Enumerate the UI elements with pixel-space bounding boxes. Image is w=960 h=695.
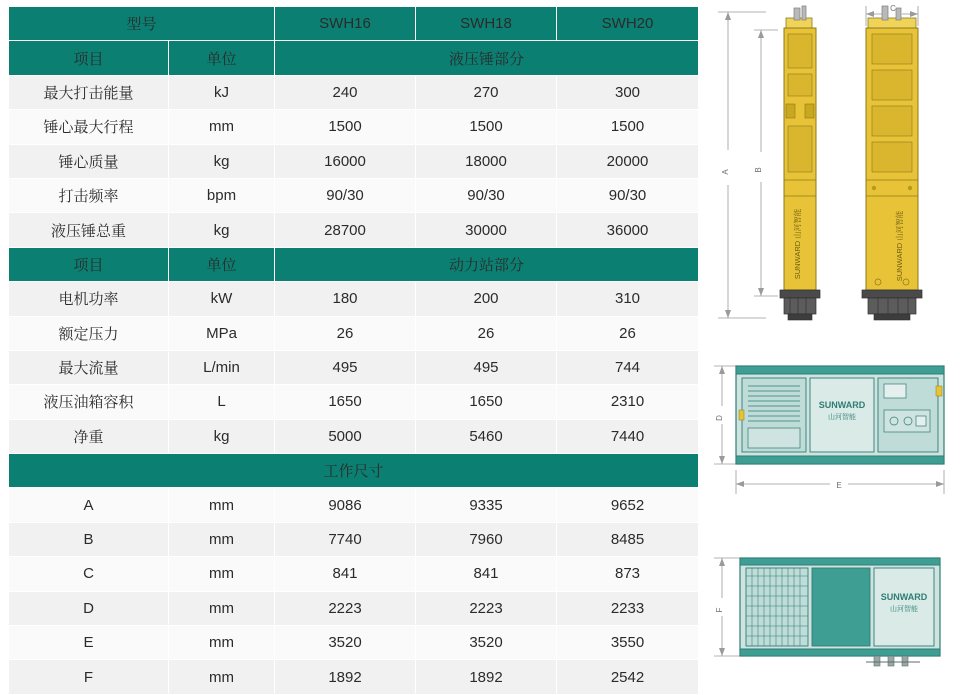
row-unit: kg: [169, 144, 275, 178]
row-value-swh20: 26: [557, 316, 699, 350]
row-value-swh18: 495: [416, 350, 557, 384]
row-value-swh16: 5000: [275, 419, 416, 453]
row-value-swh18: 30000: [416, 213, 557, 247]
row-item-label: 打击频率: [9, 178, 169, 212]
table-row: [9, 75, 699, 109]
row-value-swh16: 1500: [275, 110, 416, 144]
row-unit: kg: [169, 419, 275, 453]
technical-drawings-panel: [706, 0, 960, 695]
row-unit: kg: [169, 213, 275, 247]
table-row: [9, 144, 699, 178]
row-item-label: 电机功率: [9, 282, 169, 316]
table-row: [9, 626, 699, 660]
table-header-row: [9, 7, 699, 41]
row-value-swh16: 841: [275, 557, 416, 591]
subheader-unit: 单位: [169, 247, 275, 281]
row-value-swh18: 200: [416, 282, 557, 316]
subheader-item: 项目: [9, 247, 169, 281]
table-row: [9, 316, 699, 350]
row-unit: L/min: [169, 350, 275, 384]
dimension-label-a: A: [721, 169, 730, 175]
specification-table: [8, 6, 699, 695]
row-value-swh16: 495: [275, 350, 416, 384]
hammer-front-view: [862, 6, 922, 320]
row-value-swh16: 240: [275, 75, 416, 109]
row-item-label: 锤心质量: [9, 144, 169, 178]
row-value-swh18: 2223: [416, 591, 557, 625]
row-value-swh20: 744: [557, 350, 699, 384]
table-row: [9, 110, 699, 144]
row-unit: mm: [169, 626, 275, 660]
table-row: [9, 213, 699, 247]
subheader-unit: 单位: [169, 41, 275, 75]
row-value-swh20: 2233: [557, 591, 699, 625]
dimension-label-b: B: [754, 167, 763, 173]
row-unit: bpm: [169, 178, 275, 212]
row-value-swh16: 9086: [275, 488, 416, 522]
table-row: [9, 282, 699, 316]
drawing-hydraulic-hammer: [706, 0, 960, 338]
table-row: [9, 178, 699, 212]
row-value-swh18: 1500: [416, 110, 557, 144]
row-value-swh20: 310: [557, 282, 699, 316]
header-model-label: 型号: [9, 7, 275, 41]
brand-logo-text: SUNWARD: [818, 400, 866, 410]
table-row: [9, 591, 699, 625]
table-row: [9, 419, 699, 453]
row-unit: mm: [169, 522, 275, 556]
row-item-label: F: [9, 660, 169, 694]
table-row: [9, 488, 699, 522]
hammer-side-view: [780, 6, 820, 320]
row-value-swh18: 3520: [416, 626, 557, 660]
row-value-swh16: 28700: [275, 213, 416, 247]
row-value-swh20: 300: [557, 75, 699, 109]
row-item-label: D: [9, 591, 169, 625]
header-model-swh16: SWH16: [275, 7, 416, 41]
row-item-label: 液压锤总重: [9, 213, 169, 247]
table-row: [9, 557, 699, 591]
row-unit: mm: [169, 591, 275, 625]
row-value-swh16: 180: [275, 282, 416, 316]
dimension-label-e: E: [836, 481, 842, 490]
dimension-label-f: F: [715, 607, 724, 613]
row-value-swh18: 1892: [416, 660, 557, 694]
row-unit: L: [169, 385, 275, 419]
row-item-label: A: [9, 488, 169, 522]
section-header-dimensions: [9, 454, 699, 488]
row-value-swh20: 3550: [557, 626, 699, 660]
row-value-swh18: 9335: [416, 488, 557, 522]
row-item-label: 最大流量: [9, 350, 169, 384]
row-unit: mm: [169, 488, 275, 522]
row-value-swh18: 1650: [416, 385, 557, 419]
brand-logo-text-side: SUNWARD: [880, 592, 928, 602]
row-unit: mm: [169, 660, 275, 694]
row-unit: kJ: [169, 75, 275, 109]
row-value-swh16: 7740: [275, 522, 416, 556]
row-value-swh20: 7440: [557, 419, 699, 453]
row-value-swh20: 2542: [557, 660, 699, 694]
brand-label-front: SUNWARD 山河智能: [895, 210, 904, 282]
row-value-swh18: 26: [416, 316, 557, 350]
row-value-swh18: 270: [416, 75, 557, 109]
row-value-swh18: 841: [416, 557, 557, 591]
section-title-hydraulic-hammer: 液压锤部分: [275, 41, 699, 75]
row-unit: mm: [169, 557, 275, 591]
table-row: [9, 660, 699, 694]
brand-label: SUNWARD 山河智能: [793, 208, 802, 280]
row-unit: mm: [169, 110, 275, 144]
row-value-swh18: 7960: [416, 522, 557, 556]
row-value-swh16: 26: [275, 316, 416, 350]
row-value-swh20: 90/30: [557, 178, 699, 212]
row-unit: kW: [169, 282, 275, 316]
drawing-power-station-front: [706, 352, 960, 512]
power-front-svg: [706, 352, 960, 512]
row-value-swh16: 1650: [275, 385, 416, 419]
row-value-swh18: 90/30: [416, 178, 557, 212]
row-item-label: 额定压力: [9, 316, 169, 350]
row-item-label: 净重: [9, 419, 169, 453]
subheader-item: 项目: [9, 41, 169, 75]
row-value-swh18: 18000: [416, 144, 557, 178]
header-model-swh18: SWH18: [416, 7, 557, 41]
brand-logo-subtext-side: 山河智能: [890, 606, 918, 613]
row-item-label: B: [9, 522, 169, 556]
table-row: [9, 350, 699, 384]
power-station-body: [736, 366, 944, 464]
row-value-swh16: 3520: [275, 626, 416, 660]
row-item-label: 液压油箱容积: [9, 385, 169, 419]
row-item-label: 最大打击能量: [9, 75, 169, 109]
header-model-swh20: SWH20: [557, 7, 699, 41]
row-value-swh20: 1500: [557, 110, 699, 144]
row-value-swh20: 8485: [557, 522, 699, 556]
row-value-swh20: 9652: [557, 488, 699, 522]
power-station-side-body: [740, 558, 940, 666]
hammer-drawing-svg: [706, 0, 960, 338]
row-value-swh20: 20000: [557, 144, 699, 178]
row-value-swh16: 1892: [275, 660, 416, 694]
row-item-label: E: [9, 626, 169, 660]
row-value-swh16: 16000: [275, 144, 416, 178]
row-value-swh16: 90/30: [275, 178, 416, 212]
section-title-dimensions: 工作尺寸: [9, 454, 699, 488]
row-item-label: C: [9, 557, 169, 591]
row-value-swh16: 2223: [275, 591, 416, 625]
power-side-svg: [706, 538, 960, 693]
row-value-swh20: 36000: [557, 213, 699, 247]
brand-logo-subtext: 山河智能: [828, 414, 856, 421]
row-value-swh20: 2310: [557, 385, 699, 419]
row-item-label: 锤心最大行程: [9, 110, 169, 144]
row-value-swh18: 5460: [416, 419, 557, 453]
section-header-hydraulic-hammer: [9, 41, 699, 75]
dimension-label-d: D: [715, 415, 724, 421]
row-unit: MPa: [169, 316, 275, 350]
section-title-power-station: 动力站部分: [275, 247, 699, 281]
drawing-power-station-side: [706, 538, 960, 693]
dimension-label-c: C: [890, 4, 896, 13]
table-row: [9, 385, 699, 419]
section-header-power-station: [9, 247, 699, 281]
table-row: [9, 522, 699, 556]
row-value-swh20: 873: [557, 557, 699, 591]
